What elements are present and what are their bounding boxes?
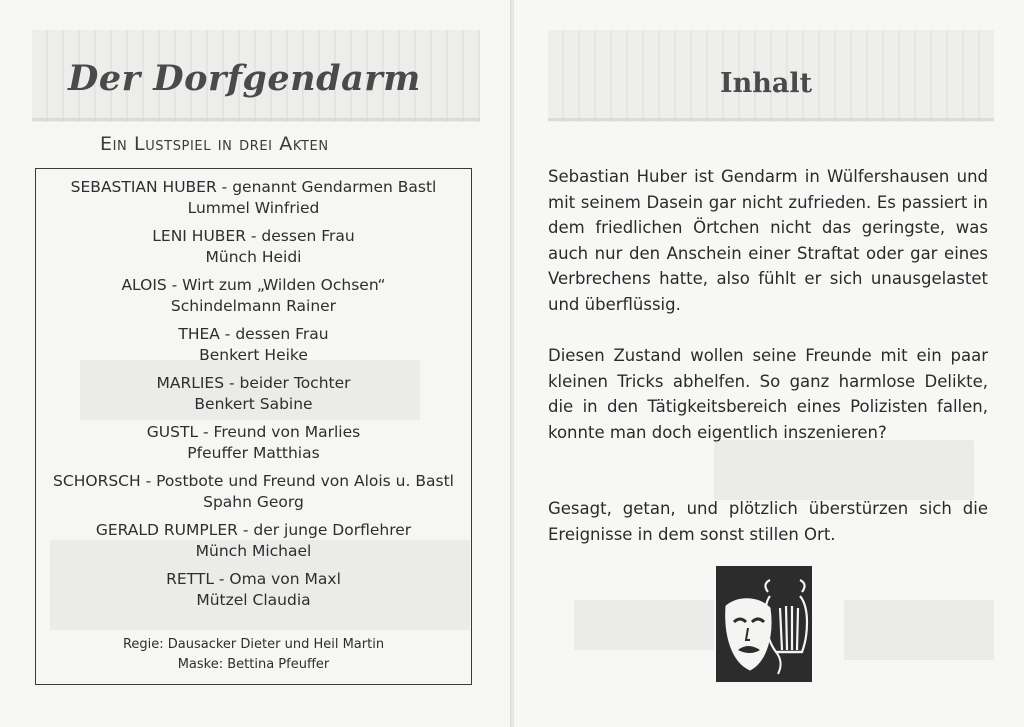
cast-role: SCHORSCH - Postbote und Freund von Alois u. Bastl xyxy=(53,472,454,490)
summary-title: Inhalt xyxy=(720,68,813,99)
cast-role: GERALD RUMPLER - der junge Dorflehrer xyxy=(95,521,412,539)
cast-actor: Benkert Heike xyxy=(199,346,308,364)
cast-actor: Pfeuffer Matthias xyxy=(187,444,320,462)
cast-actor: Spahn Georg xyxy=(203,493,304,511)
summary-paragraph xyxy=(548,496,988,547)
play-subtitle: Ein Lustspiel in drei Akten xyxy=(100,133,329,155)
cast-actor: Münch Heidi xyxy=(205,248,302,266)
cast-entry xyxy=(36,471,471,513)
cast-actor: Benkert Sabine xyxy=(194,395,313,413)
cast-entry xyxy=(36,520,471,562)
cast-role: LENI HUBER - dessen Frau xyxy=(152,227,355,245)
theatre-masks-lyre-icon xyxy=(716,566,812,682)
credits xyxy=(36,635,471,675)
cast-role: SEBASTIAN HUBER - genannt Gendarmen Bastl xyxy=(70,178,437,196)
cast-entry xyxy=(36,422,471,464)
cast-entry xyxy=(36,569,471,611)
cast-entry xyxy=(36,373,471,415)
cast-actor: Schindelmann Rainer xyxy=(170,297,337,315)
summary-paragraph xyxy=(548,343,988,445)
background-ghost xyxy=(714,440,974,500)
cast-role: ALOIS - Wirt zum „Wilden Ochsen“ xyxy=(121,276,386,294)
cast-role: MARLIES - beider Tochter xyxy=(156,374,351,392)
cast-entry xyxy=(36,324,471,366)
credit-makeup: Maske: Bettina Pfeuffer xyxy=(177,657,330,672)
cast-entry xyxy=(36,226,471,268)
background-ghost xyxy=(844,600,994,660)
cast-entry xyxy=(36,275,471,317)
summary-paragraph xyxy=(548,164,988,317)
cast-actor: Mützel Claudia xyxy=(196,591,311,609)
cast-entry xyxy=(36,177,471,219)
divider xyxy=(548,118,994,121)
cast-role: RETTL - Oma von Maxl xyxy=(166,570,341,588)
divider xyxy=(32,118,480,121)
credit-direction: Regie: Dausacker Dieter und Heil Martin xyxy=(122,637,385,652)
paragraph-text: Gesagt, getan, und plötzlich überstürzen sich die Ereignisse in dem sonst stillen Ort. xyxy=(548,499,988,544)
cast-role: THEA - dessen Frau xyxy=(178,325,329,343)
play-title: Der Dorfgendarm xyxy=(68,58,421,99)
cast-list xyxy=(35,168,472,685)
cast-role: GUSTL - Freund von Marlies xyxy=(146,423,361,441)
cast-actor: Münch Michael xyxy=(195,542,312,560)
paragraph-text: Diesen Zustand wollen seine Freunde mit ein paar kleinen Tricks abhelfen. So ganz harmlose Delikte, die in den Tätigkeitsbereich eines Polizisten fallen, konnte man doch eigentlich inszenieren? xyxy=(548,346,988,442)
background-ghost xyxy=(574,600,714,650)
cast-actor: Lummel Winfried xyxy=(187,199,320,217)
paragraph-text: Sebastian Huber ist Gendarm in Wülfershausen und mit seinem Dasein gar nicht zufrieden. Es passiert in dem friedlichen Örtchen nicht das geringste, was auch nur den Anschein einer Straftat oder gar eines Verbrechens hatte, also fühlt er sich unausgelastet und überflüssig. xyxy=(548,167,988,314)
